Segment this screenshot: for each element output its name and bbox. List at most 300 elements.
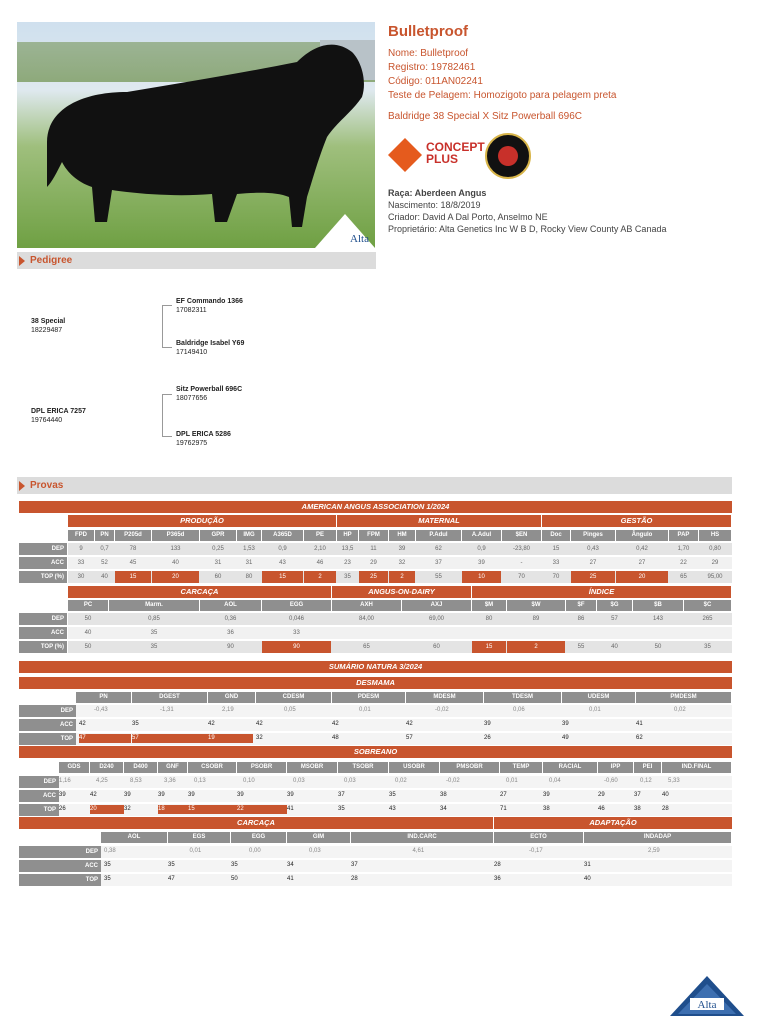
aaa-cell: 1,70 — [677, 546, 690, 552]
sobreano-col-header: PEI — [634, 762, 661, 773]
carcaca-cell: 34 — [287, 862, 294, 868]
aaa-cell: 90 — [227, 644, 234, 650]
sobreano-cell: 0,13 — [194, 778, 206, 784]
desmama-cell: 48 — [332, 735, 339, 741]
carcaca-cell: 35 — [104, 862, 111, 868]
pedigree-line — [162, 347, 172, 348]
desmama-cell: 2,19 — [222, 707, 234, 713]
carcaca-cell: 35 — [231, 862, 238, 868]
pedigree-line — [162, 394, 163, 436]
desmama-cell: 57 — [132, 734, 210, 743]
aaa-group-header: PRODUÇÃO — [68, 515, 336, 527]
desmama-cell: 19 — [208, 734, 253, 743]
sobreano-row-label: ACC — [19, 790, 59, 802]
desmama-cell: 0,06 — [513, 707, 525, 713]
aaa-cell: 55 — [577, 644, 585, 650]
desmama-col-header: DGEST — [132, 692, 207, 703]
aaa-cell: -23,80 — [512, 546, 530, 552]
desmama-cell: 42 — [208, 721, 215, 727]
animal-registro: Registro: 19782461 — [388, 62, 476, 73]
aaa-cell — [507, 627, 565, 639]
animal-pelagem: Teste de Pelagem: Homozigoto para pelagem preta — [388, 90, 617, 101]
aaa-col-header: $B — [633, 600, 683, 611]
concept-plus-logo: CONCEPT PLUS — [426, 140, 485, 166]
aaa-cell: 2 — [507, 641, 565, 653]
carcaca-col-header: AOL — [101, 832, 167, 843]
sobreano-cell: 39 — [124, 792, 131, 798]
aaa-cell: 50 — [654, 644, 662, 650]
sobreano-cell: 27 — [500, 792, 507, 798]
aaa-cell: 29 — [711, 560, 719, 566]
aaa-cell: 0,046 — [288, 616, 304, 622]
sobreano-col-header: MSOBR — [287, 762, 337, 773]
aaa-col-header: EGG — [262, 600, 331, 611]
aaa-cell: 27 — [589, 560, 597, 566]
aaa-col-header: P.Adul — [416, 530, 461, 541]
desmama-cell: 42 — [79, 721, 86, 727]
aaa-row-label: DEP — [19, 613, 67, 625]
aaa-cell: 0,9 — [278, 546, 287, 552]
animal-cruzamento: Baldridge 38 Special X Sitz Powerball 696C — [388, 111, 582, 122]
animal-codigo: Código: 011AN02241 — [388, 76, 483, 87]
sobreano-cell: 0,03 — [293, 778, 305, 784]
aaa-cell: 22 — [680, 560, 687, 566]
aaa-cell: 27 — [638, 560, 646, 566]
desmama-cell: 39 — [484, 721, 491, 727]
aaa-row-label: DEP — [19, 543, 67, 555]
aaa-cell: 0,36 — [224, 616, 237, 622]
provas-title: Provas — [30, 480, 64, 491]
desmama-cell: 35 — [132, 721, 139, 727]
sobreano-cell: 38 — [543, 806, 550, 812]
desmama-cell: -0,43 — [94, 707, 108, 713]
aaa-cell: 60 — [214, 574, 222, 580]
carcaca-cell: -0,17 — [529, 848, 543, 854]
photo-alta-logo: Alta — [350, 233, 369, 245]
desmama-col-header: PMDESM — [636, 692, 731, 703]
aaa-group-header: GESTÃO — [542, 515, 731, 527]
aaa-cell: 40 — [611, 644, 618, 650]
aaa-cell: 15 — [552, 546, 560, 552]
sobreano-cell: 0,10 — [243, 778, 255, 784]
aaa-cell: 15 — [115, 571, 151, 583]
desmama-cell: 49 — [562, 735, 569, 741]
carcaca-col-header: EGG — [231, 832, 286, 843]
aaa-cell — [633, 627, 683, 639]
aaa-cell: 62 — [435, 546, 442, 552]
aaa-col-header: $M — [472, 600, 506, 611]
sobreano-cell: 15 — [188, 805, 237, 814]
aaa-col-header: P205d — [115, 530, 151, 541]
sobreano-cell: 3,36 — [164, 778, 176, 784]
aaa-col-header: Ângulo — [616, 530, 668, 541]
sobreano-cell: 42 — [90, 792, 97, 798]
pedigree-line — [162, 305, 172, 306]
carcaca-col-header: ECTO — [494, 832, 583, 843]
sobreano-col-header: IND.FINAL — [662, 762, 731, 773]
desmama-col-header: CDESM — [256, 692, 331, 703]
aaa-col-header: $G — [597, 600, 632, 611]
sobreano-cell: 0,03 — [344, 778, 356, 784]
aaa-title: AMERICAN ANGUS ASSOCIATION 1/2024 — [19, 501, 732, 513]
aaa-cell: 55 — [435, 574, 442, 580]
sobreano-cell: 4,25 — [96, 778, 108, 784]
sobreano-row-label: TOP — [19, 804, 59, 816]
aaa-col-header: HM — [389, 530, 415, 541]
carcaca-cell: 47 — [168, 876, 175, 882]
aaa-cell: 23 — [344, 560, 351, 566]
aaa-group-header: ANGUS-ON-DAIRY — [332, 586, 471, 598]
sobreano-cell: 39 — [287, 792, 294, 798]
sobreano-cell: 41 — [287, 806, 294, 812]
aaa-cell: 69,00 — [428, 616, 444, 622]
sobreano-cell: 5,33 — [668, 778, 680, 784]
desmama-cell: 42 — [256, 721, 263, 727]
aaa-cell — [472, 627, 506, 639]
adaptacao-header: ADAPTAÇÃO — [494, 817, 732, 829]
sobreano-col-header: GDS — [59, 762, 89, 773]
carcaca-row-label: ACC — [19, 860, 101, 872]
bull-photo — [17, 22, 375, 248]
sobreano-cell: 29 — [598, 792, 605, 798]
desmama-cell: 42 — [332, 721, 339, 727]
carcaca-cell: 28 — [494, 862, 501, 868]
sobreano-col-header: TEMP — [500, 762, 542, 773]
seal-icon — [485, 133, 531, 179]
aaa-col-header: $EN — [502, 530, 541, 541]
aaa-cell: 80 — [245, 574, 253, 580]
aaa-cell: 0,42 — [636, 546, 648, 552]
aaa-cell: 11 — [370, 546, 377, 552]
aaa-cell: 133 — [170, 546, 181, 552]
pedigree-section-bar — [17, 252, 376, 269]
sobreano-cell: 34 — [440, 806, 447, 812]
aaa-cell: 2 — [389, 571, 415, 583]
aaa-cell: - — [520, 560, 523, 566]
aaa-col-header: PN — [95, 530, 114, 541]
aaa-cell: 50 — [84, 616, 92, 622]
sobreano-cell: 39 — [188, 792, 195, 798]
alta-logo — [668, 974, 746, 1018]
aaa-col-header: AXJ — [402, 600, 471, 611]
sobreano-cell: -0,60 — [604, 778, 618, 784]
aaa-cell — [597, 627, 632, 639]
sobreano-cell: 38 — [634, 806, 641, 812]
sobreano-cell: 20 — [90, 805, 124, 814]
aaa-cell: 0,7 — [100, 546, 109, 552]
sobreano-cell: 39 — [237, 792, 244, 798]
aaa-cell: 29 — [370, 560, 377, 566]
aaa-cell: 46 — [316, 560, 324, 566]
aaa-row-label: TOP (%) — [19, 571, 67, 583]
sobreano-cell: 1,16 — [59, 778, 71, 784]
aaa-col-header: P365d — [152, 530, 199, 541]
aaa-cell: 40 — [172, 560, 179, 566]
aaa-cell: 33 — [293, 630, 300, 636]
carcaca-row-label: TOP — [19, 874, 101, 886]
sobreano-cell: 22 — [237, 805, 287, 814]
aaa-cell: 0,43 — [587, 546, 599, 552]
desmama-cell: -1,31 — [160, 707, 174, 713]
pedigree-sire-sire: EF Commando 1366 17082311 — [176, 298, 243, 314]
sobreano-cell: 8,53 — [130, 778, 142, 784]
sobreano-cell: 0,04 — [549, 778, 561, 784]
aaa-col-header: $C — [684, 600, 731, 611]
aaa-col-header: A.Adul — [462, 530, 501, 541]
sobreano-cell: 37 — [338, 792, 345, 798]
alta-logo-text: Alta — [697, 999, 717, 1011]
desmama-cell: 42 — [406, 721, 413, 727]
desmama-cell: 41 — [636, 721, 643, 727]
carcaca-cell: 35 — [168, 862, 175, 868]
aaa-cell: 60 — [433, 644, 440, 650]
sobreano-cell: 0,01 — [506, 778, 518, 784]
aaa-col-header: GPR — [200, 530, 236, 541]
aaa-cell: 35 — [344, 574, 351, 580]
aaa-col-header: A365D — [262, 530, 303, 541]
aaa-cell: 65 — [363, 644, 370, 650]
aaa-cell — [402, 627, 471, 639]
carcaca-col-header: INDADAP — [584, 832, 731, 843]
desmama-header: DESMAMA — [19, 677, 732, 689]
aaa-cell: 70 — [518, 574, 525, 580]
aaa-col-header: PAP — [669, 530, 698, 541]
aaa-cell: 33 — [77, 560, 85, 566]
aaa-cell: 89 — [532, 616, 540, 622]
aaa-cell: 33 — [552, 560, 560, 566]
aaa-row-label: ACC — [19, 557, 67, 569]
aaa-cell: 32 — [398, 560, 406, 566]
aaa-cell: 90 — [262, 641, 331, 653]
aaa-cell: 25 — [571, 571, 615, 583]
pedigree-dam-dam: DPL ERICA 5286 19762975 — [176, 431, 231, 447]
sobreano-cell: 18 — [158, 805, 188, 814]
aaa-group-header: ÍNDICE — [472, 586, 731, 598]
carcaca-cell: 0,01 — [189, 848, 202, 854]
sobreano-header: SOBREANO — [19, 746, 732, 758]
aaa-cell — [684, 627, 731, 639]
aaa-cell: 36 — [227, 630, 234, 636]
carcaca-cell: 0,38 — [104, 848, 116, 854]
pedigree-line — [162, 436, 172, 437]
aaa-col-header: FPD — [68, 530, 94, 541]
carcaca-cell: 28 — [351, 876, 358, 882]
aaa-col-header: IMG — [237, 530, 261, 541]
desmama-col-header: PDESM — [332, 692, 405, 703]
sobreano-cell: 39 — [158, 792, 165, 798]
desmama-cell: 47 — [79, 734, 131, 743]
aaa-cell: 31 — [214, 560, 222, 566]
aaa-cell: 80 — [485, 616, 493, 622]
pedigree-dam: DPL ERICA 7257 19764440 — [31, 408, 86, 424]
aaa-cell: 0,80 — [709, 546, 721, 552]
aaa-col-header: HS — [699, 530, 731, 541]
sobreano-cell: 26 — [59, 806, 66, 812]
animal-raca: Raça: Aberdeen Angus — [388, 188, 487, 198]
desmama-row-label: TOP — [19, 733, 76, 745]
aaa-cell: 35 — [150, 644, 158, 650]
aaa-col-header: Doc — [542, 530, 570, 541]
carcaca-col-header: IND.CARC — [351, 832, 493, 843]
carcaca-cell: 4,61 — [412, 848, 425, 854]
aaa-group-header: CARCAÇA — [68, 586, 331, 598]
carcaca-cell: 36 — [494, 876, 501, 882]
sobreano-col-header: PMSOBR — [440, 762, 499, 773]
desmama-cell: 0,01 — [359, 707, 371, 713]
desmama-cell: 0,05 — [284, 707, 296, 713]
desmama-cell: 57 — [406, 735, 413, 741]
aaa-cell: 143 — [652, 616, 663, 622]
aaa-row-label: ACC — [19, 627, 67, 639]
desmama-row-label: ACC — [19, 719, 76, 731]
aaa-cell: 84,00 — [358, 616, 374, 622]
aaa-cell: 30 — [77, 574, 85, 580]
carcaca-cell: 0,03 — [309, 848, 321, 854]
pedigree-line — [162, 305, 163, 347]
aaa-cell: 95,00 — [707, 574, 723, 580]
sobreano-col-header: CSOBR — [188, 762, 236, 773]
animal-nome: Nome: Bulletproof — [388, 48, 469, 59]
sobreano-cell: 32 — [124, 806, 131, 812]
aaa-group-header: MATERNAL — [337, 515, 541, 527]
carcaca-cell: 2,59 — [648, 848, 660, 854]
pedigree-dam-sire: Sitz Powerball 696C 18077656 — [176, 386, 243, 402]
carcaca-header: CARCAÇA — [19, 817, 493, 829]
sobreano-col-header: TSOBR — [338, 762, 388, 773]
aaa-cell: 86 — [577, 616, 585, 622]
section-arrow-icon — [19, 256, 25, 266]
sobreano-cell: 37 — [634, 792, 641, 798]
aaa-cell: 1,53 — [243, 546, 255, 552]
aaa-cell: 10 — [462, 571, 501, 583]
carcaca-cell: 50 — [231, 876, 238, 882]
aaa-cell — [332, 627, 401, 639]
aaa-col-header: $F — [566, 600, 596, 611]
desmama-cell: -0,02 — [435, 707, 449, 713]
sobreano-cell: 35 — [389, 792, 396, 798]
desmama-cell: 0,02 — [674, 707, 686, 713]
sobreano-cell: 71 — [500, 806, 507, 812]
aaa-col-header: PE — [304, 530, 336, 541]
aaa-cell: 15 — [262, 571, 303, 583]
aaa-cell: 40 — [84, 630, 92, 636]
desmama-row-bg — [76, 719, 732, 731]
sobreano-col-header: D240 — [90, 762, 123, 773]
aaa-row-label: TOP (%) — [19, 641, 67, 653]
sobreano-col-header: RACIAL — [543, 762, 597, 773]
aaa-cell: 70 — [552, 574, 560, 580]
aaa-cell: 39 — [398, 546, 406, 552]
carcaca-col-header: GIM — [287, 832, 350, 843]
provas-section-bar — [17, 477, 732, 494]
carcaca-cell: 0,00 — [249, 848, 261, 854]
carcaca-cell: 41 — [287, 876, 294, 882]
sobreano-cell: 0,12 — [640, 778, 652, 784]
aaa-cell — [566, 627, 596, 639]
aaa-col-header: Pinges — [571, 530, 615, 541]
aaa-cell: 37 — [435, 560, 442, 566]
animal-nascimento: Nascimento: 18/8/2019 — [388, 200, 481, 210]
animal-proprietario: Proprietário: Alta Genetics Inc W B D, Rocky View County AB Canada — [388, 224, 667, 234]
carcaca-row-label: DEP — [19, 846, 101, 858]
sobreano-cell: -0,02 — [446, 778, 460, 784]
animal-criador: Criador: David A Dal Porto, Anselmo NE — [388, 212, 548, 222]
aaa-cell: 78 — [129, 546, 137, 552]
aaa-col-header: $W — [507, 600, 565, 611]
concept-plus-logo-icon — [388, 138, 422, 172]
aaa-col-header: Marm. — [109, 600, 199, 611]
aaa-cell: 2,10 — [314, 546, 326, 552]
aaa-cell: 0,85 — [148, 616, 160, 622]
sobreano-col-header: GNF — [158, 762, 187, 773]
carcaca-col-header: EGS — [168, 832, 230, 843]
natura-title: SUMÁRIO NATURA 3/2024 — [19, 661, 732, 673]
aaa-cell: 31 — [245, 560, 253, 566]
desmama-col-header: MDESM — [406, 692, 483, 703]
desmama-cell: 32 — [256, 735, 263, 741]
sobreano-col-header: PSOBR — [237, 762, 286, 773]
carcaca-cell: 31 — [584, 862, 591, 868]
aaa-cell: 25 — [359, 571, 388, 583]
aaa-cell: 9 — [79, 546, 83, 552]
aaa-cell: 57 — [611, 616, 618, 622]
bull-silhouette — [17, 22, 375, 248]
aaa-cell: 2 — [304, 571, 336, 583]
carcaca-cell: 37 — [351, 862, 358, 868]
aaa-cell: 0,25 — [212, 546, 224, 552]
sobreano-cell: 39 — [543, 792, 550, 798]
desmama-cell: 26 — [484, 735, 491, 741]
pedigree-sire-dam: Baldridge Isabel Y69 17149410 — [176, 340, 245, 356]
animal-title: Bulletproof — [388, 23, 468, 40]
aaa-cell: 15 — [472, 641, 506, 653]
pedigree-sire: 38 Special 18229487 — [31, 318, 66, 334]
sobreano-row-label: DEP — [19, 776, 59, 788]
sobreano-cell: 46 — [598, 806, 605, 812]
aaa-cell: 0,9 — [477, 546, 486, 552]
sobreano-cell: 43 — [389, 806, 396, 812]
aaa-cell: 13,5 — [341, 546, 354, 552]
aaa-cell: 35 — [150, 630, 158, 636]
aaa-col-header: AXH — [332, 600, 401, 611]
desmama-col-header: PN — [76, 692, 131, 703]
pedigree-title: Pedigree — [30, 255, 73, 266]
desmama-row-label: DEP — [19, 705, 76, 717]
aaa-cell: 40 — [101, 574, 108, 580]
aaa-cell: 39 — [478, 560, 485, 566]
desmama-cell: 62 — [636, 735, 643, 741]
aaa-cell: 20 — [152, 571, 199, 583]
desmama-col-header: GND — [208, 692, 255, 703]
desmama-cell: 0,01 — [589, 707, 601, 713]
aaa-cell: 20 — [616, 571, 668, 583]
aaa-col-header: PC — [68, 600, 108, 611]
desmama-cell: 39 — [562, 721, 569, 727]
sobreano-cell: 28 — [662, 806, 669, 812]
desmama-col-header: TDESM — [484, 692, 561, 703]
carcaca-cell: 40 — [584, 876, 591, 882]
aaa-cell: 65 — [680, 574, 687, 580]
aaa-col-header: FPM — [359, 530, 388, 541]
aaa-cell: 50 — [84, 644, 92, 650]
sobreano-cell: 35 — [338, 806, 345, 812]
sobreano-col-header: D400 — [124, 762, 157, 773]
sobreano-cell: 39 — [59, 792, 66, 798]
section-arrow-icon — [19, 481, 25, 491]
aaa-cell: 265 — [702, 616, 713, 622]
pedigree-line — [162, 394, 172, 395]
sobreano-cell: 40 — [662, 792, 669, 798]
